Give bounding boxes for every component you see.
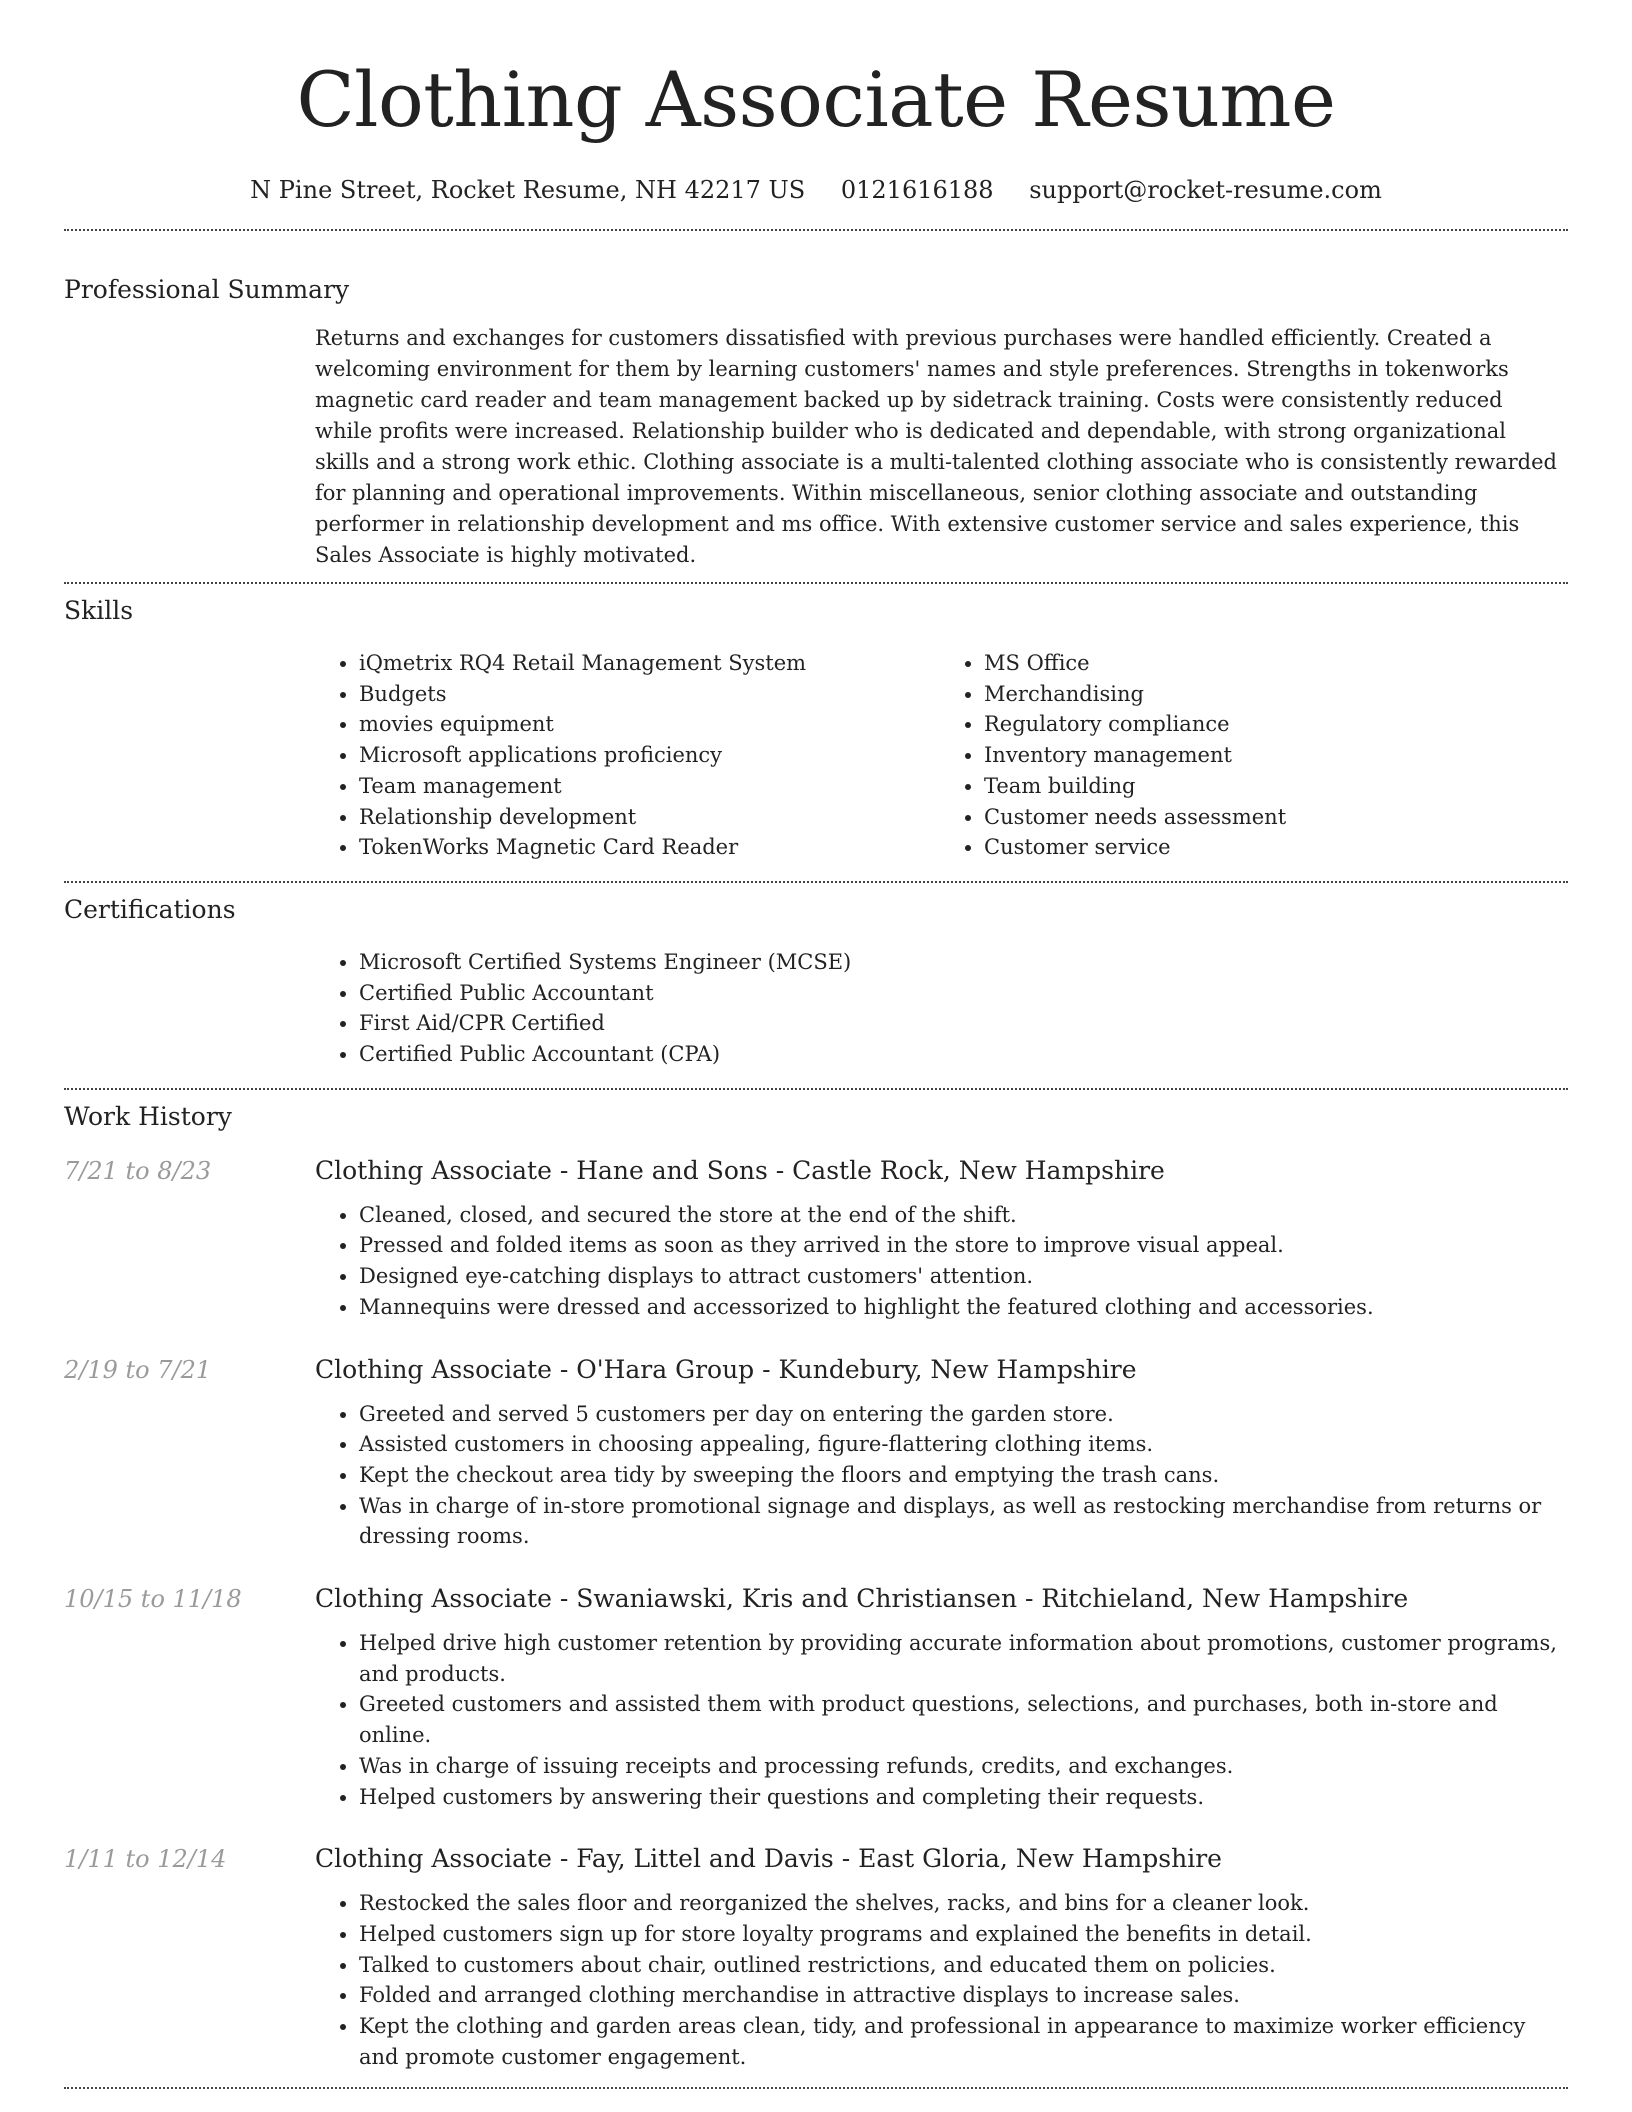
job-bullet: • Pressed and folded items as soon as they arrived in the store to improve visual appeal. xyxy=(359,1230,1568,1261)
skill-item: • Relationship development xyxy=(359,802,940,833)
summary-text: Returns and exchanges for customers dissatisfied with previous purchases were handled efficiently. Created a welcoming environment for them by learning customers' names and style preferences. Strengths in tokenworks magnetic card reader and team management backed up by sidetrack training. Costs were consistently reduced while profits were increased. Relationship builder who is dedicated and dependable, with strong organizational skills and a strong work ethic. Clothing associate is a multi-talented clothing associate who is consistently rewarded for planning and operational improvements. Within miscellaneous, senior clothing associate and outstanding performer in relationship development and ms office. With extensive customer service and sales experience, this Sales Associate is highly motivated. xyxy=(315,326,1557,567)
skills-list-left xyxy=(315,648,940,863)
job-details xyxy=(315,1842,1568,2072)
divider xyxy=(64,582,1568,584)
certification-item: • Certified Public Accountant xyxy=(359,978,1565,1009)
job-bullet: • Greeted customers and assisted them with product questions, selections, and purchases, both in-store and online. xyxy=(359,1689,1568,1750)
job-bullet: • Assisted customers in choosing appealing, figure-flattering clothing items. xyxy=(359,1429,1568,1460)
job-bullets xyxy=(315,1628,1568,1812)
job-title: Clothing Associate - O'Hara Group - Kundebury, New Hampshire xyxy=(315,1354,1137,1384)
contact-address: N Pine Street, Rocket Resume, NH 42217 US xyxy=(250,176,806,204)
job-title: Clothing Associate - Hane and Sons - Castle Rock, New Hampshire xyxy=(315,1155,1165,1185)
skill-item: • Regulatory compliance xyxy=(984,709,1565,740)
job-bullet: • Was in charge of issuing receipts and processing refunds, credits, and exchanges. xyxy=(359,1751,1568,1782)
job-details xyxy=(315,1154,1568,1323)
skill-item: • MS Office xyxy=(984,648,1565,679)
skill-item: • Merchandising xyxy=(984,679,1565,710)
job-bullet: • Restocked the sales floor and reorganized the shelves, racks, and bins for a cleaner look. xyxy=(359,1888,1568,1919)
job-dates: 1/11 to 12/14 xyxy=(64,1845,227,1874)
certifications-list xyxy=(315,947,1565,1070)
certification-item: • Microsoft Certified Systems Engineer (MCSE) xyxy=(359,947,1565,978)
job-bullet: • Greeted and served 5 customers per day on entering the garden store. xyxy=(359,1399,1568,1430)
job-bullet: • Kept the clothing and garden areas clean, tidy, and professional in appearance to maximize worker efficiency and promote customer engagement. xyxy=(359,2011,1568,2072)
job-bullet: • Mannequins were dressed and accessorized to highlight the featured clothing and accessories. xyxy=(359,1292,1568,1323)
job-title: Clothing Associate - Swaniawski, Kris and Christiansen - Ritchieland, New Hampshire xyxy=(315,1584,1409,1614)
certification-item: • First Aid/CPR Certified xyxy=(359,1008,1565,1039)
summary-body xyxy=(315,323,1565,571)
job-bullet: • Was in charge of in-store promotional signage and displays, as well as restocking merchandise from returns or dressing rooms. xyxy=(359,1491,1568,1552)
contact-email: support@rocket-resume.com xyxy=(1029,176,1382,204)
contact-phone: 0121616188 xyxy=(840,176,994,204)
job-bullets xyxy=(315,1399,1568,1553)
job-bullet: • Kept the checkout area tidy by sweeping the floors and emptying the trash cans. xyxy=(359,1460,1568,1491)
skills-list-right xyxy=(940,648,1565,863)
job-dates: 10/15 to 11/18 xyxy=(64,1585,242,1614)
resume-title: Clothing Associate Resume xyxy=(296,55,1336,144)
job-dates: 7/21 to 8/23 xyxy=(64,1156,212,1185)
skill-item: • Microsoft applications proficiency xyxy=(359,740,940,771)
job-bullet: • Talked to customers about chair, outlined restrictions, and educated them on policies. xyxy=(359,1950,1568,1981)
skill-item: • movies equipment xyxy=(359,709,940,740)
job-title: Clothing Associate - Fay, Littel and Davis - East Gloria, New Hampshire xyxy=(315,1844,1222,1874)
contact-line xyxy=(64,174,1568,206)
work-history-section xyxy=(64,1100,1568,2073)
job-bullet: • Helped drive high customer retention by providing accurate information about promotions, customer programs, and products. xyxy=(359,1628,1568,1689)
job-bullets xyxy=(315,1200,1568,1323)
job-entry xyxy=(64,1842,1568,2072)
skills-body xyxy=(315,648,1565,863)
skill-item: • Customer needs assessment xyxy=(984,802,1565,833)
job-bullet: • Folded and arranged clothing merchandise in attractive displays to increase sales. xyxy=(359,1980,1568,2011)
work-history-heading: Work History xyxy=(64,1101,232,1131)
skill-item: • Customer service xyxy=(984,832,1565,863)
certification-item: • Certified Public Accountant (CPA) xyxy=(359,1039,1565,1070)
skill-item: • Team building xyxy=(984,771,1565,802)
skill-item: • TokenWorks Magnetic Card Reader xyxy=(359,832,940,863)
job-bullet: • Designed eye-catching displays to attract customers' attention. xyxy=(359,1261,1568,1292)
job-bullet: • Helped customers sign up for store loyalty programs and explained the benefits in detail. xyxy=(359,1919,1568,1950)
certifications-section xyxy=(64,893,1568,1070)
job-details xyxy=(315,1353,1568,1553)
skill-item: • Budgets xyxy=(359,679,940,710)
job-entry xyxy=(64,1154,1568,1323)
skill-item: • iQmetrix RQ4 Retail Management System xyxy=(359,648,940,679)
summary-section xyxy=(64,273,1568,571)
job-details xyxy=(315,1582,1568,1812)
skills-heading: Skills xyxy=(64,596,134,625)
job-entry xyxy=(64,1353,1568,1553)
job-bullet: • Cleaned, closed, and secured the store at the end of the shift. xyxy=(359,1200,1568,1231)
divider xyxy=(64,229,1568,231)
divider xyxy=(64,881,1568,883)
certifications-heading: Certifications xyxy=(64,894,236,924)
resume-page xyxy=(64,0,1568,2089)
divider xyxy=(64,1088,1568,1090)
summary-heading: Professional Summary xyxy=(64,275,350,304)
certifications-body xyxy=(315,947,1565,1070)
job-dates: 2/19 to 7/21 xyxy=(64,1355,212,1384)
skill-item: • Team management xyxy=(359,771,940,802)
skills-section xyxy=(64,594,1568,863)
job-bullet: • Helped customers by answering their questions and completing their requests. xyxy=(359,1782,1568,1813)
job-bullets xyxy=(315,1888,1568,2072)
job-entry xyxy=(64,1582,1568,1812)
skill-item: • Inventory management xyxy=(984,740,1565,771)
divider xyxy=(64,2087,1568,2089)
